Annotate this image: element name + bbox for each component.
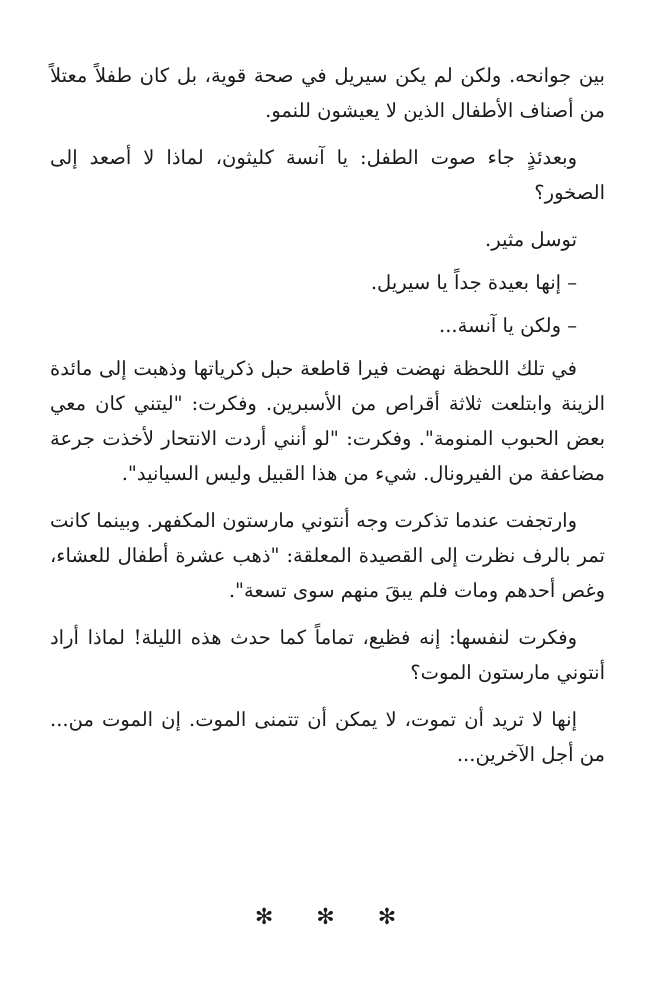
paragraph-4: في تلك اللحظة نهضت فيرا قاطعة حبل ذكرياتها وذهبت إلى مائدة الزينة وابتلعت ثلاثة أقراص من الأسبرين. وفكرت: "ليتني كان معي بعض الحبوب المنومة". وفكرت: "لو أنني أردت الانتحار لأخذت جرعة مضاعفة من الفيرونال. شيء من هذا القبيل وليس السيانيد". [50,357,605,485]
paragraph-7: إنها لا تريد أن تموت، لا يمكن أن تتمنى الموت. إن الموت من... من أجل الآخرين... [50,708,605,766]
dialog-line-1: – إنها بعيدة جداً يا سيريل. [370,271,577,294]
book-page-text [50,58,605,784]
paragraph-1: بين جوانحه. ولكن لم يكن سيريل في صحة قوية، بل كان طفلاً معتلاً من أصناف الأطفال الذين لا يعيشون للنمو. [50,64,605,122]
dialog-line-2: – ولكن يا آنسة... [439,314,577,337]
paragraph-5: وارتجفت عندما تذكرت وجه أنتوني مارستون المكفهر. وبينما كانت تمر بالرف نظرت إلى القصيدة المعلقة: "ذهب عشرة أطفال للعشاء، وغص أحدهم ومات فلم يبقَ منهم سوى تسعة". [50,509,605,602]
section-separator: ✻ ✻ ✻ [254,905,415,930]
paragraph-2: وبعدئذٍ جاء صوت الطفل: يا آنسة كليثون، لماذا لا أصعد إلى الصخور؟ [50,146,605,204]
paragraph-3: توسل مثير. [485,228,577,251]
paragraph-6: وفكرت لنفسها: إنه فظيع، تماماً كما حدث هذه الليلة! لماذا أراد أنتوني مارستون الموت؟ [50,626,605,684]
